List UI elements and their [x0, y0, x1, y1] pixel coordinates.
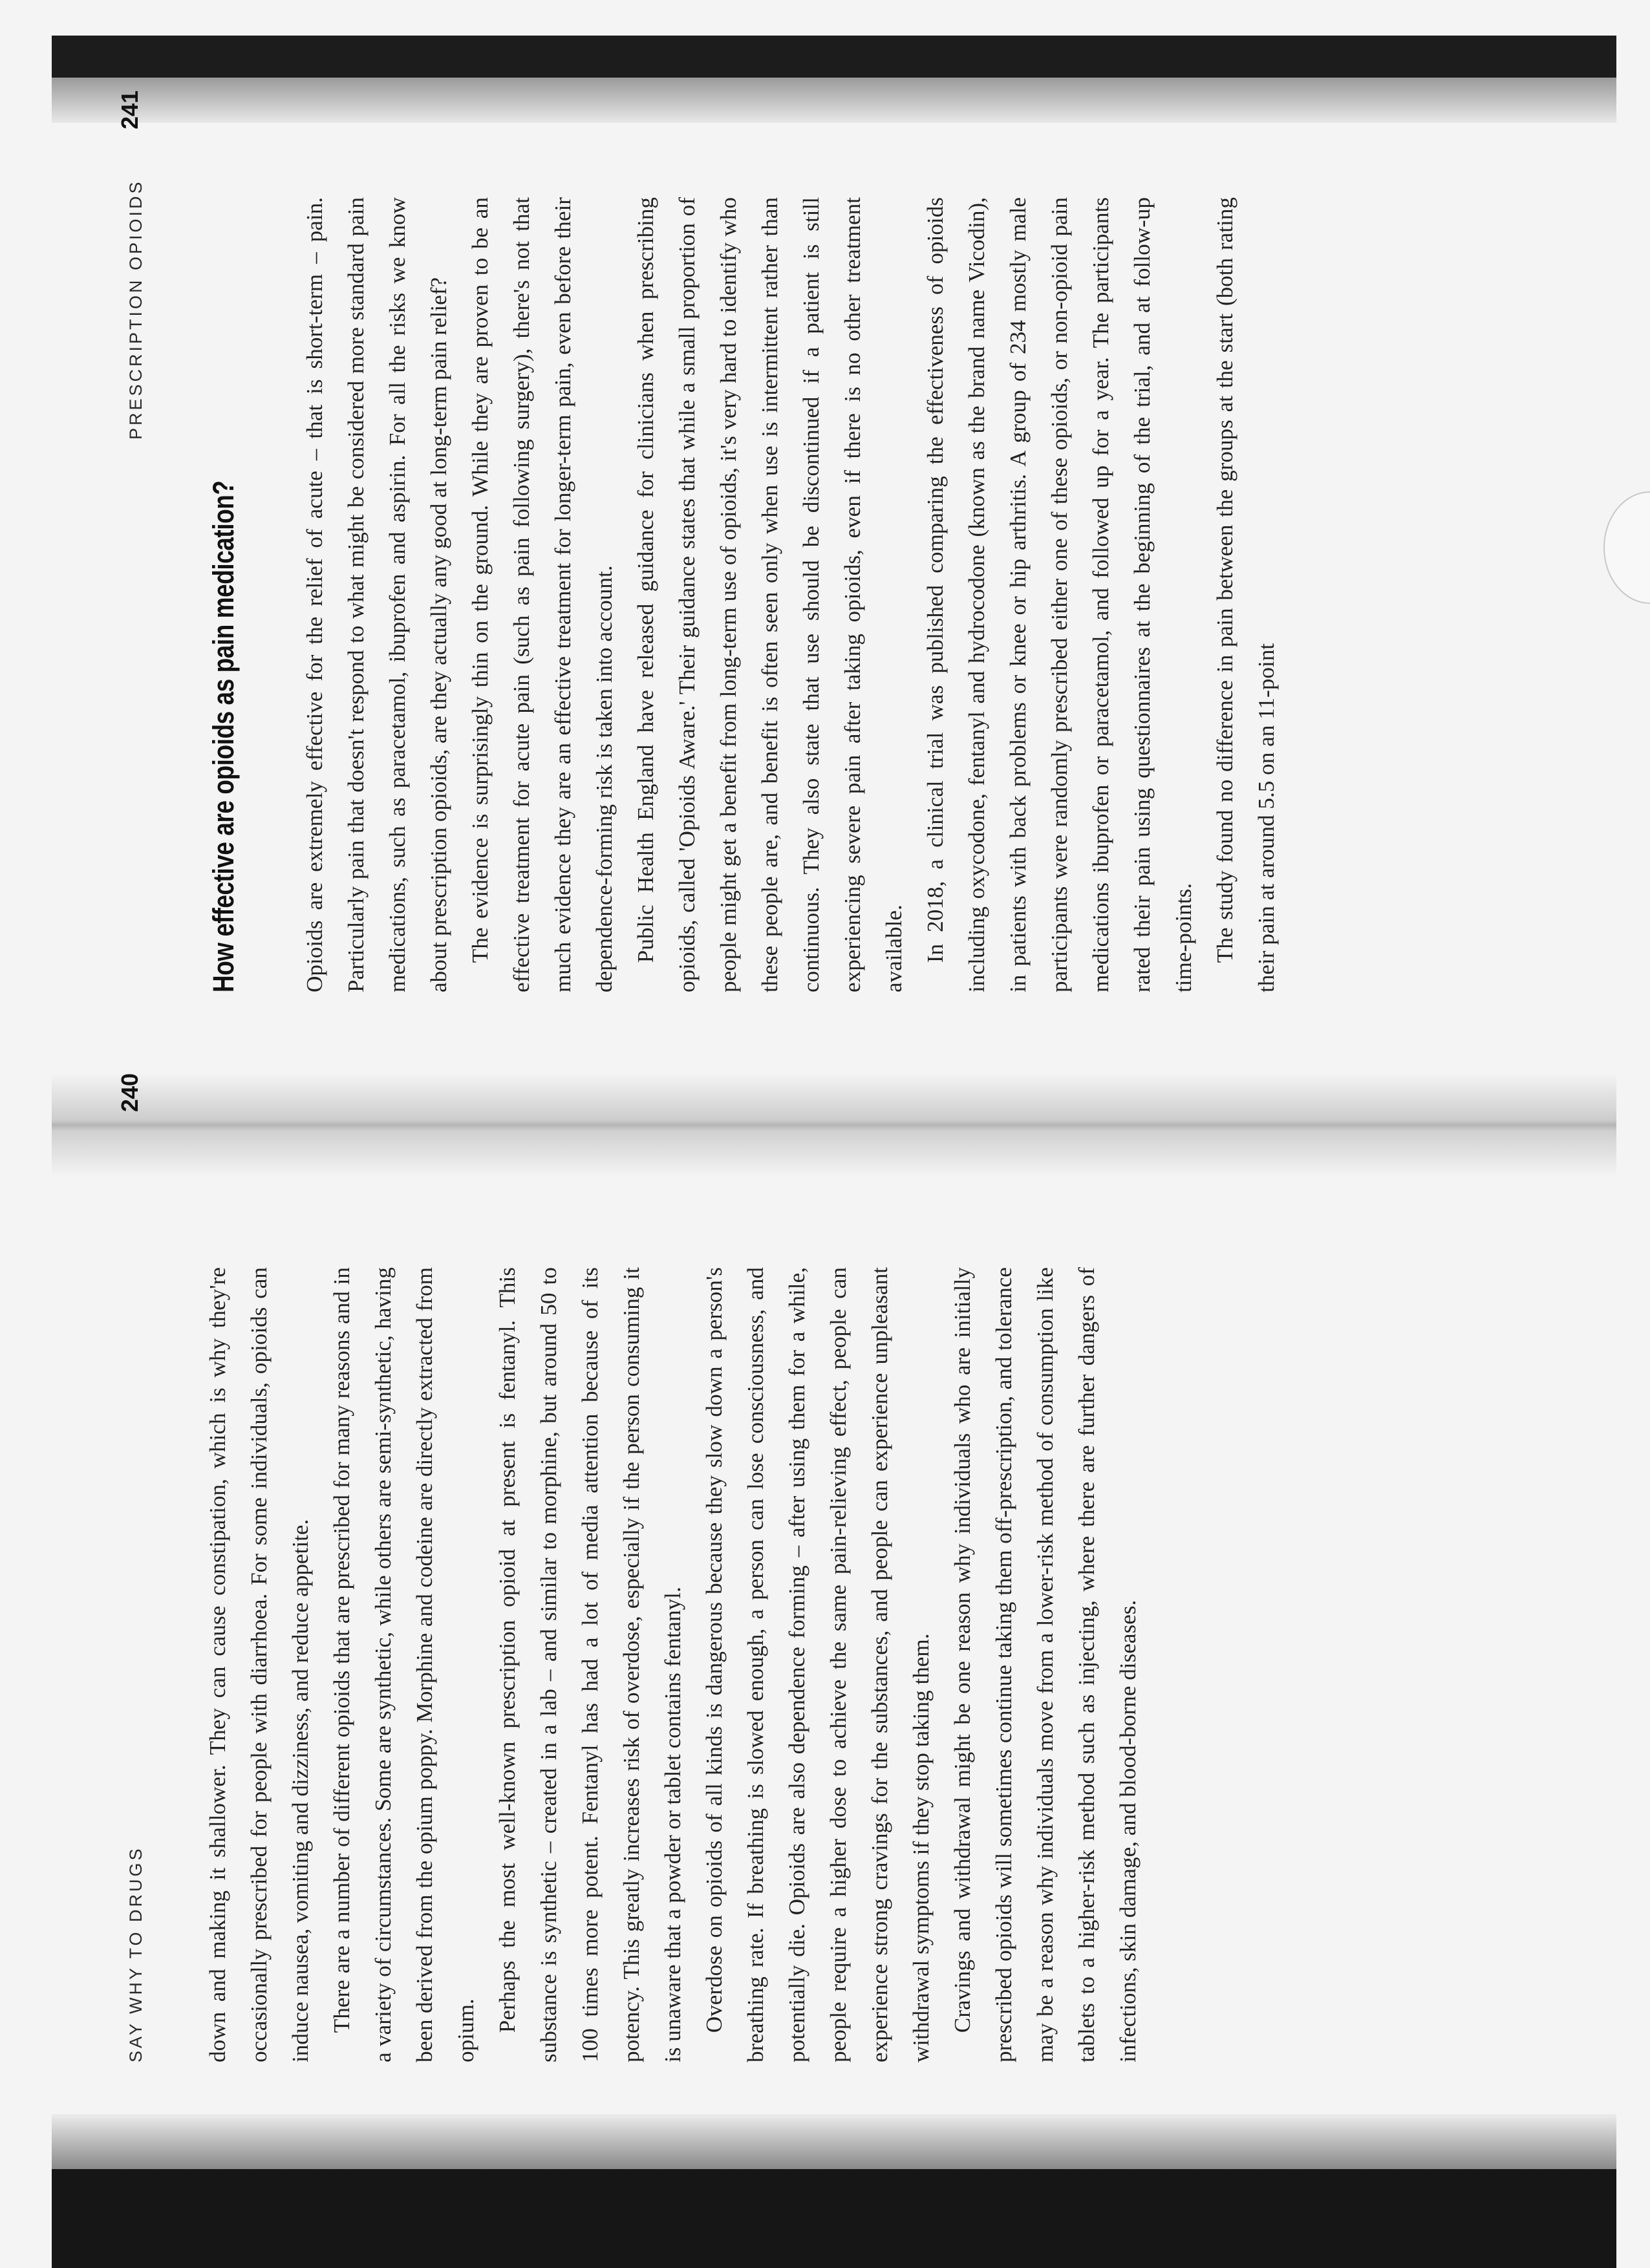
paragraph: The study found no difference in pain between the groups at the start (both rating their pain at around 5.5 on an 11-point	[1212, 197, 1279, 992]
paragraph: The evidence is surprisingly thin on the ground. While they are proven to be an effective treatment for acute pain (such as pain following surgery), there's not that much evidence they are an effective treatment for longer-term pain, even before their dependence-forming risk is taken into account.	[467, 197, 617, 992]
running-head-right: PRESCRIPTION OPIOIDS	[126, 179, 145, 440]
paragraph: Opioids are extremely effective for the relief of acute – that is short-term – pain. Particularly pain that doesn't respond to what might be considered more standard pain medications, such as paracetamol, ibuprofen and aspirin. For all the risks we know about prescription opioids, are they actually any good at long-term pain relief?	[302, 197, 451, 992]
right-page-body	[294, 197, 1287, 992]
page-number-right: 241	[116, 90, 143, 129]
left-page-body	[197, 1267, 1149, 2062]
paragraph: Cravings and withdrawal might be one reason why individuals who are initially prescribed opioids will sometimes continue taking them off-prescription, and tolerance may be a reason why individuals move from a lower-risk method of consumption like tablets to a higher-risk method such as injecting, where there are further dangers of infections, skin damage, and blood-borne diseases.	[950, 1267, 1141, 2062]
paragraph: Perhaps the most well-known prescription opioid at present is fentanyl. This substance is synthetic – created in a lab – and similar to morphine, but around 50 to 100 times more potent. Fentanyl has had a lot of media attention because of its potency. This greatly increases risk of overdose, especially if the person consuming it is unaware that a powder or tablet contains fentanyl.	[495, 1267, 685, 2062]
running-head-left: SAY WHY TO DRUGS	[126, 1846, 145, 2062]
page-number-left: 240	[116, 1073, 143, 1112]
page-curl	[1603, 491, 1650, 604]
paragraph: Overdose on opioids of all kinds is dangerous because they slow down a person's breathing rate. If breathing is slowed enough, a person can lose consciousness, and potentially die. Opioids are also dependence forming – after using them for a while, people require a higher dose to achieve the same pain-relieving effect, people can experience strong cravings for the substances, and people can experience unpleasant withdrawal symptoms if they stop taking them.	[702, 1267, 934, 2062]
paragraph: In 2018, a clinical trial was published comparing the effectiveness of opioids including oxycodone, fentanyl and hydrocodone (known as the brand name Vicodin), in patients with back problems or knee or hip arthritis. A group of 234 mostly male participants were randomly prescribed either one of these opioids, or non-opioid pain medications ibuprofen or paracetamol, and followed up for a year. The participants rated their pain using questionnaires at the beginning of the trial, and at follow-up time-points.	[923, 197, 1196, 992]
paragraph: There are a number of different opioids that are prescribed for many reasons and in a variety of circumstances. Some are synthetic, while others are semi-synthetic, having been derived from the opium poppy. Morphine and codeine are directly extracted from opium.	[329, 1267, 478, 2062]
paragraph: Public Health England have released guidance for clinicians when prescribing opioids, called 'Opioids Aware.' Their guidance states that while a small proportion of people might get a benefit from long-term use of opioids, it's very hard to identify who these people are, and benefit is often seen only when use is intermittent rather than continuous. They also state that use should be discontinued if a patient is still experiencing severe pain after taking opioids, even if there is no other treatment available.	[633, 197, 906, 992]
scan-shadow-bottom-fade	[52, 2114, 1616, 2169]
scan-shadow-bottom	[52, 2169, 1616, 2268]
page-240	[110, 1070, 1196, 2062]
page-241	[110, 71, 1279, 992]
paragraph: down and making it shallower. They can cause constipation, which is why they're occasionally prescribed for people with diarrhoea. For some individuals, opioids can induce nausea, vomiting and dizziness, and reduce appetite.	[205, 1267, 313, 2062]
article-title: How effective are opioids as pain medication?	[207, 480, 240, 992]
